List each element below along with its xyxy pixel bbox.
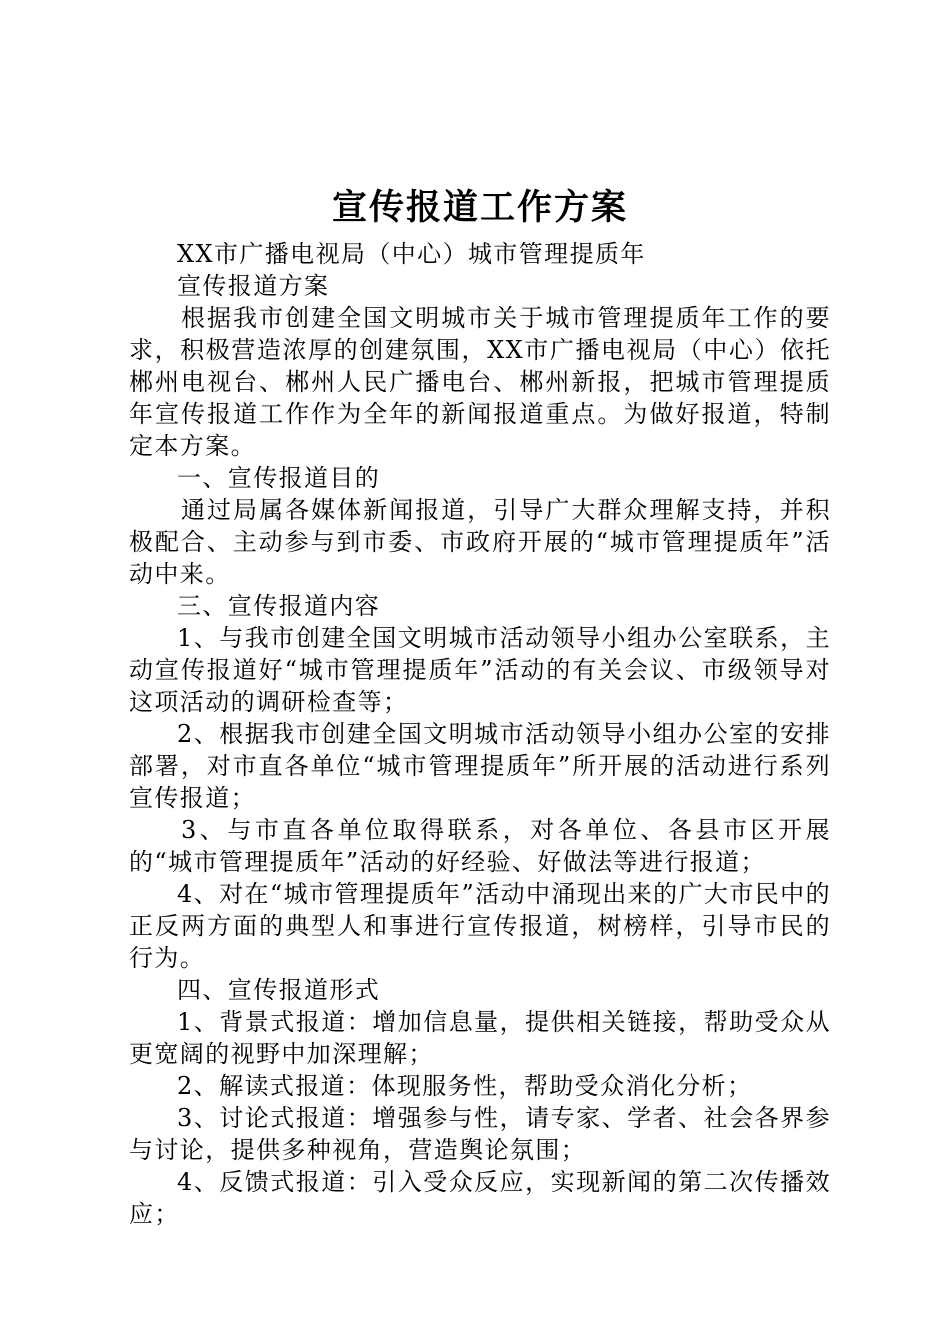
content-item-2: 2、根据我市创建全国文明城市活动领导小组办公室的安排部署，对市直各单位“城市管理提质年”所开展的活动进行系列宣传报道； [129,720,831,812]
intro-paragraph: 根据我市创建全国文明城市关于城市管理提质年工作的要求，积极营造浓厚的创建氛围，XX市广播电视局（中心）依托郴州电视台、郴州人民广播电台、郴州新报，把城市管理提质年宣传报道工作作为全年的新闻报道重点。为做好报道，特制定本方案。 [129,304,831,460]
document-page [129,180,831,1230]
form-item-4: 4、反馈式报道：引入受众反应，实现新闻的第二次传播效应； [129,1168,831,1228]
content-item-4: 4、对在“城市管理提质年”活动中涌现出来的广大市民中的正反两方面的典型人和事进行宣传报道，树榜样，引导市民的行为。 [129,880,831,972]
section-heading-content: 三、宣传报道内容 [177,592,381,620]
document-title: 宣传报道工作方案 [331,187,628,228]
form-item-1: 1、背景式报道：增加信息量，提供相关链接，帮助受众从更宽阔的视野中加深理解； [129,1008,831,1068]
content-item-1: 1、与我市创建全国文明城市活动领导小组办公室联系，主动宣传报道好“城市管理提质年”活动的有关会议、市级领导对这项活动的调研检查等； [129,624,831,716]
form-item-3: 3、讨论式报道：增强参与性，请专家、学者、社会各界参与讨论，提供多种视角，营造舆论氛围； [129,1104,831,1164]
form-item-2: 2、解读式报道：体现服务性，帮助受众消化分析； [177,1072,753,1100]
section-heading-form: 四、宣传报道形式 [177,976,381,1004]
purpose-paragraph: 通过局属各媒体新闻报道，引导广大群众理解支持，并积极配合、主动参与到市委、市政府开展的“城市管理提质年”活动中来。 [129,496,831,588]
subtitle-line-2: 宣传报道方案 [177,272,330,300]
subtitle-line-1: XX市广播电视局（中心）城市管理提质年 [177,240,646,268]
section-heading-purpose: 一、宣传报道目的 [177,464,381,492]
content-item-3: 3、与市直各单位取得联系，对各单位、各县市区开展的“城市管理提质年”活动的好经验、好做法等进行报道； [129,816,831,876]
